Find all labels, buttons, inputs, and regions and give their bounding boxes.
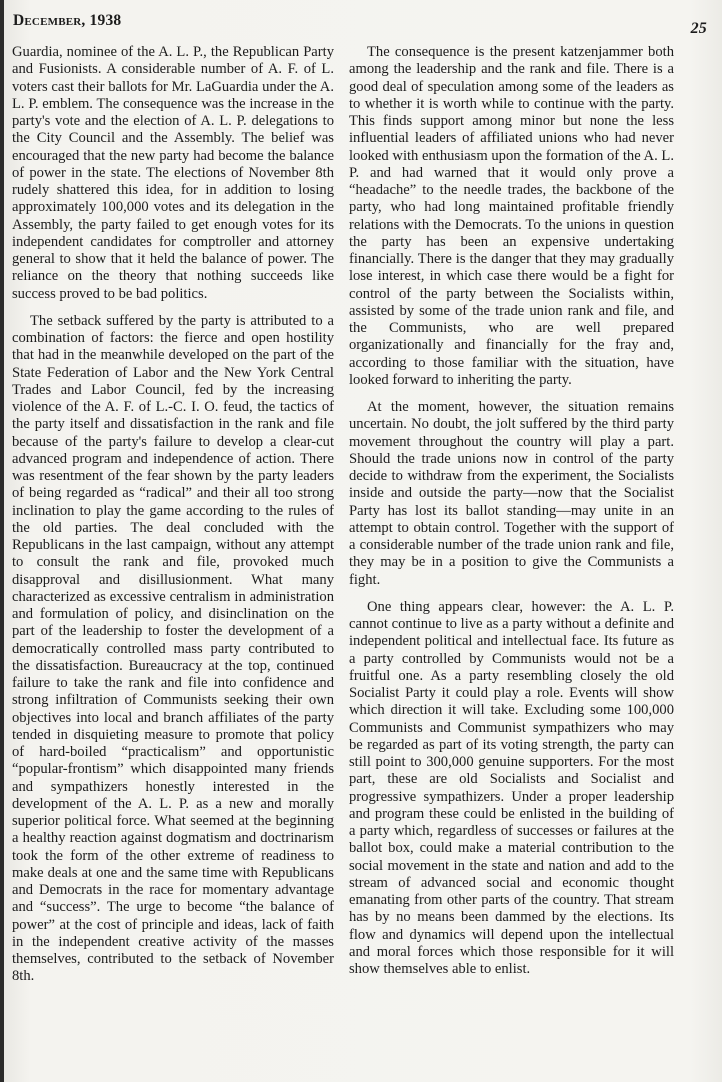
running-title: December, 1938 <box>13 12 122 29</box>
right-column <box>349 44 674 988</box>
paragraph: Guardia, nominee of the A. L. P., the Republican Party and Fusionists. A considerable number of A. F. of L. voters cast their ballots for Mr. LaGuardia under the A. L. P. emblem. The consequence was the increase in the party's vote and the election of A. L. P. delegations to the City Council and the Assembly. The belief was encouraged that the new party had become the balance of power in the state. The elections of November 8th rudely shattered this idea, for in addition to losing approximately 100,000 votes and its delegation in the Assembly, the party failed to get enough votes for its independent candidates for comptroller and attorney general to show that it held the balance of power. The reliance on the theory that nothing succeeds like success proved to be bad politics. <box>12 44 334 302</box>
left-column <box>12 44 334 996</box>
paragraph: The setback suffered by the party is attributed to a combination of factors: the fierce and open hostility that had in the meanwhile developed on the part of the State Federation of Labor and the New York Central Trades and Labor Council, fed by the increasing violence of the A. F. of L.-C. I. O. feud, the tactics of the party itself and dissatisfaction in the rank and file because of the party's failure to develop a clear-cut advanced program and independence of action. There was resentment of the fear shown by the party leaders of being regarded as “radical” and their all too strong inclination to play the game according to the rules of the old parties. The deal concluded with the Republicans in the last campaign, without any attempt to consult the rank and file, provoked much disapproval and disillusionment. What many characterized as excessive centralism in administration and formulation of policy, and disinclination on the part of the leadership to foster the development of a democratically controlled mass party contributed to the dissatisfaction. Bureaucracy at the top, continued failure to take the rank and file into confidence and strong infiltration of Communists seeking their own objectives into local and branch affiliates of the party tended in disquieting measure to promote that policy of hard-boiled “practicalism” and opportunistic “popular-frontism” which disappointed many friends and sympathizers honestly interested in the development of the A. L. P. as a new and morally superior political force. What seemed at the beginning a healthy reaction against dogmatism and doctrinarism took the form of the other extreme of readiness to make deals at one and the same time with Republicans and Democrats in the race for momentary advantage and “success”. The urge to become “the balance of power” at the cost of principle and ideas, lack of faith in the independent creative activity of the masses themselves, contributed to the setback of November 8th. <box>12 312 334 985</box>
page-number: 25 <box>690 20 707 37</box>
paragraph: One thing appears clear, however: the A. L. P. cannot continue to live as a party without a definite and independent political and intellectual face. Its future as a party controlled by Communists would not be a fruitful one. As a party resembling closely the old Socialist Party it could play a role. Events will show which direction it will take. Excluding some 100,000 Communists and Communist sympathizers who may be regarded as part of its voting strength, the party can still point to 300,000 genuine supporters. For the most part, these are old Socialists and Socialist and progressive sympathizers. Under a proper leadership and program these could be enlisted in the building of a party which, regardless of successes or failures at the ballot box, could make a material contribution to the social movement in the state and nation and add to the stream of advanced social and economic thought emanating from other parts of the country. That stream has by no means been dammed by the elections. Its flow and dynamics will depend upon the intellectual and moral forces which those responsible for it will show themselves able to enlist. <box>349 598 674 977</box>
paragraph: At the moment, however, the situation remains uncertain. No doubt, the jolt suffered by the third party movement throughout the country will play a part. Should the trade unions now in control of the party decide to withdraw from the experiment, the Socialists inside and outside the party—now that the Socialist Party has lost its ballot standing—may unite in an attempt to obtain control. Together with the support of a considerable number of the trade union rank and file, they may be in a position to give the Communists a fight. <box>349 399 674 588</box>
paragraph: The consequence is the present katzenjammer both among the leadership and the rank and file. There is a good deal of speculation among some of the leaders as to whether it is worth while to continue with the party. This finds support among minor but none the less influential leaders of affiliated unions who had never looked with enthusiasm upon the formation of the A. L. P. and had warned that it would only prove a “headache” to the needle trades, the backbone of the party, who had long maintained profitable friendly relations with the Democrats. To the unions in question the party has been an expensive undertaking financially. There is the danger that they may gradually lose interest, in which case there would be a fight for control of the party between the Socialists within, assisted by some of the trade union rank and file, and the Communists, who are well prepared organizationally and financially for the fray and, according to those familiar with the situation, have looked forward to inheriting the party. <box>349 44 674 388</box>
page-header <box>13 8 707 36</box>
